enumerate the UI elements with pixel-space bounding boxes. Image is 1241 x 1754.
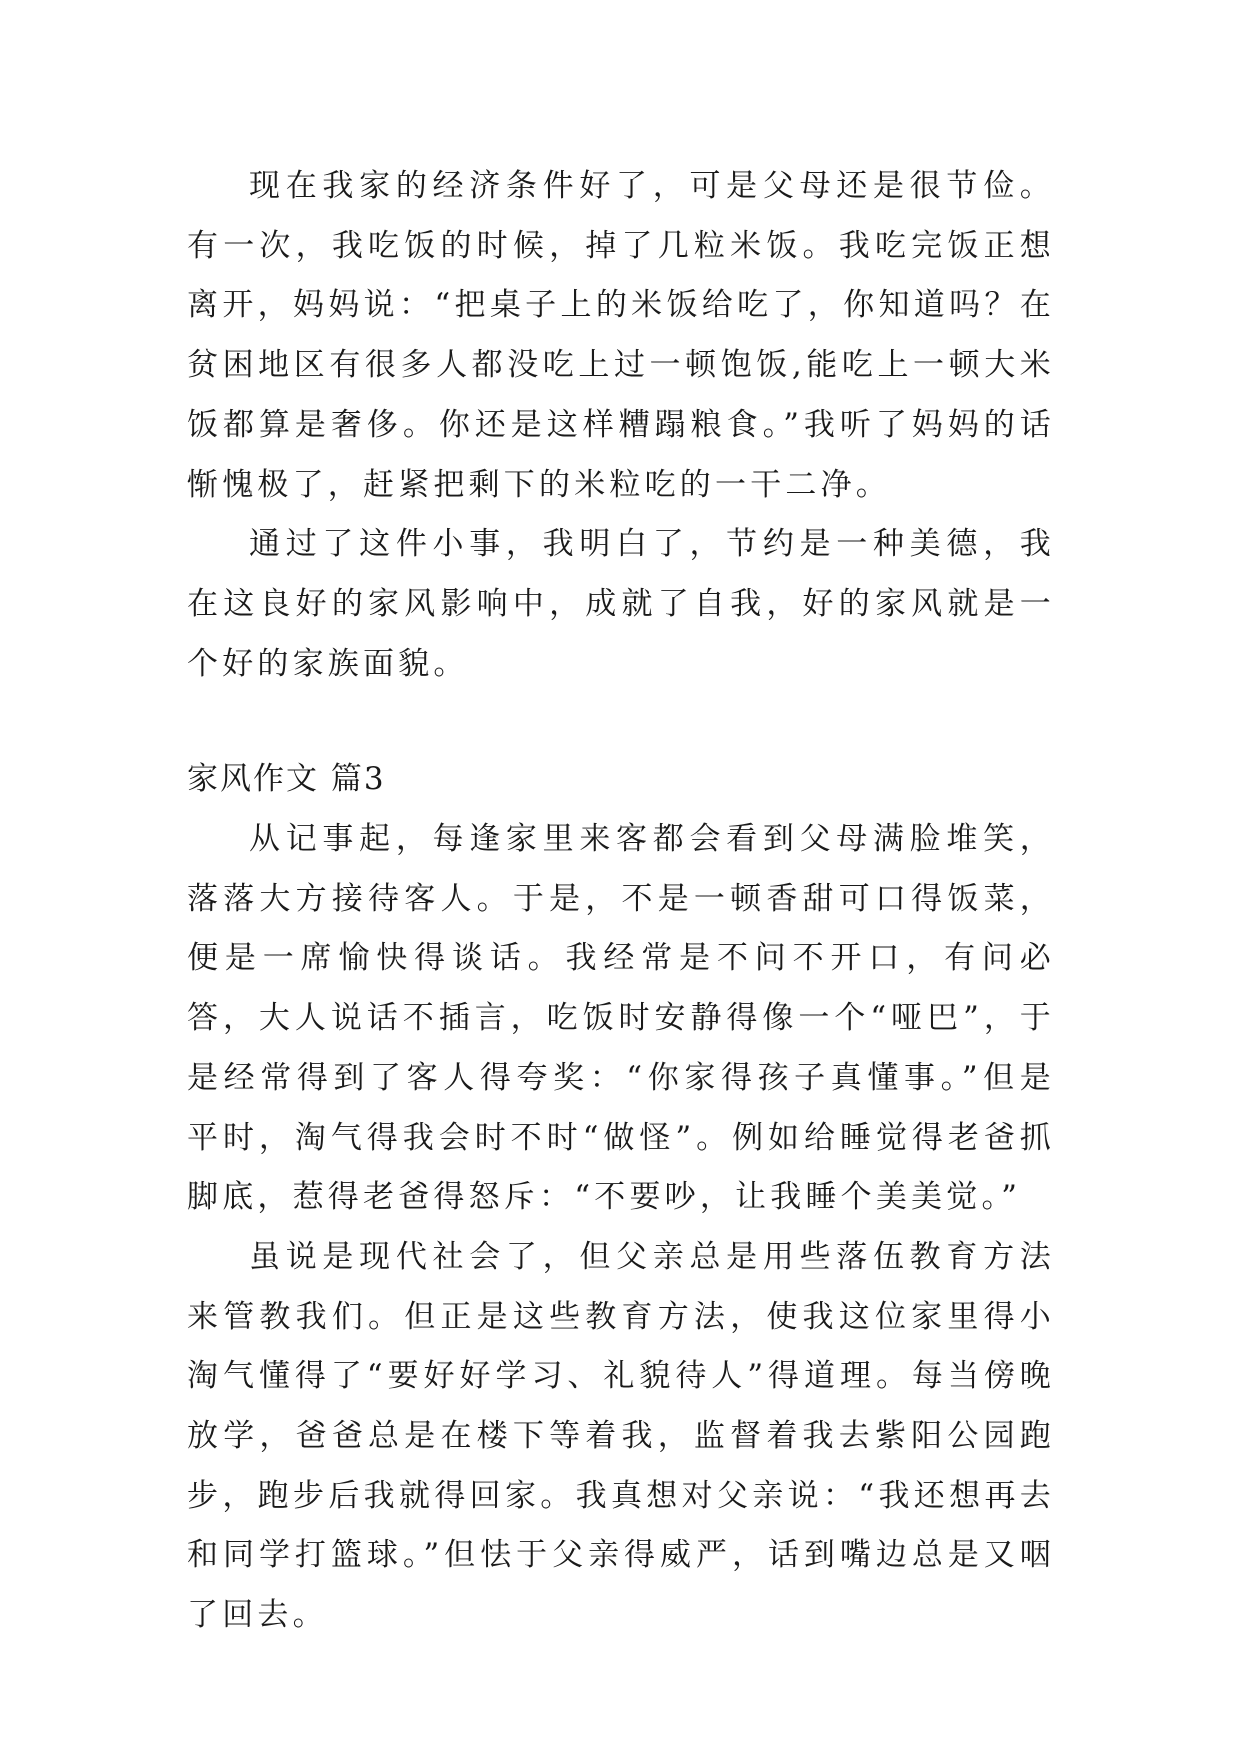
paragraph-father-education: 虽说是现代社会了，但父亲总是用些落伍教育方法来管教我们。但正是这些教育方法，使我这位家里得小淘气懂得了“要好好学习、礼貌待人”得道理。每当傍晚放学，爸爸总是在楼下等着我，监督着我去紫阳公园跑步，跑步后我就得回家。我真想对父亲说：“我还想再去和同学打篮球。”但怯于父亲得威严，话到嘴边总是又咽了回去。 [187, 1238, 1055, 1634]
document-body [187, 157, 1055, 1646]
paragraph-frugality-lesson: 通过了这件小事，我明白了，节约是一种美德，我在这良好的家风影响中，成就了自我，好的家风就是一个好的家族面貌。 [187, 526, 1055, 682]
section-heading: 家风作文 篇3 [187, 761, 386, 798]
paragraph-frugality-story: 现在我家的经济条件好了，可是父母还是很节俭。有一次，我吃饭的时候，掉了几粒米饭。我吃完饭正想离开，妈妈说：“把桌子上的米饭给吃了，你知道吗？在贫困地区有很多人都没吃上过一顿饱饭,能吃上一顿大米饭都算是奢侈。你还是这样糟蹋粮食。”我听了妈妈的话惭愧极了，赶紧把剩下的米粒吃的一干二净。 [187, 168, 1055, 503]
paragraph-hosting-guests: 从记事起，每逢家里来客都会看到父母满脸堆笑，落落大方接待客人。于是，不是一顿香甜可口得饭菜，便是一席愉快得谈话。我经常是不问不开口，有问必答，大人说话不插言，吃饭时安静得像一个“哑巴”，于是经常得到了客人得夸奖：“你家得孩子真懂事。”但是平时，淘气得我会时不时“做怪”。例如给睡觉得老爸抓脚底，惹得老爸得怒斥：“不要吵，让我睡个美美觉。” [187, 821, 1055, 1216]
